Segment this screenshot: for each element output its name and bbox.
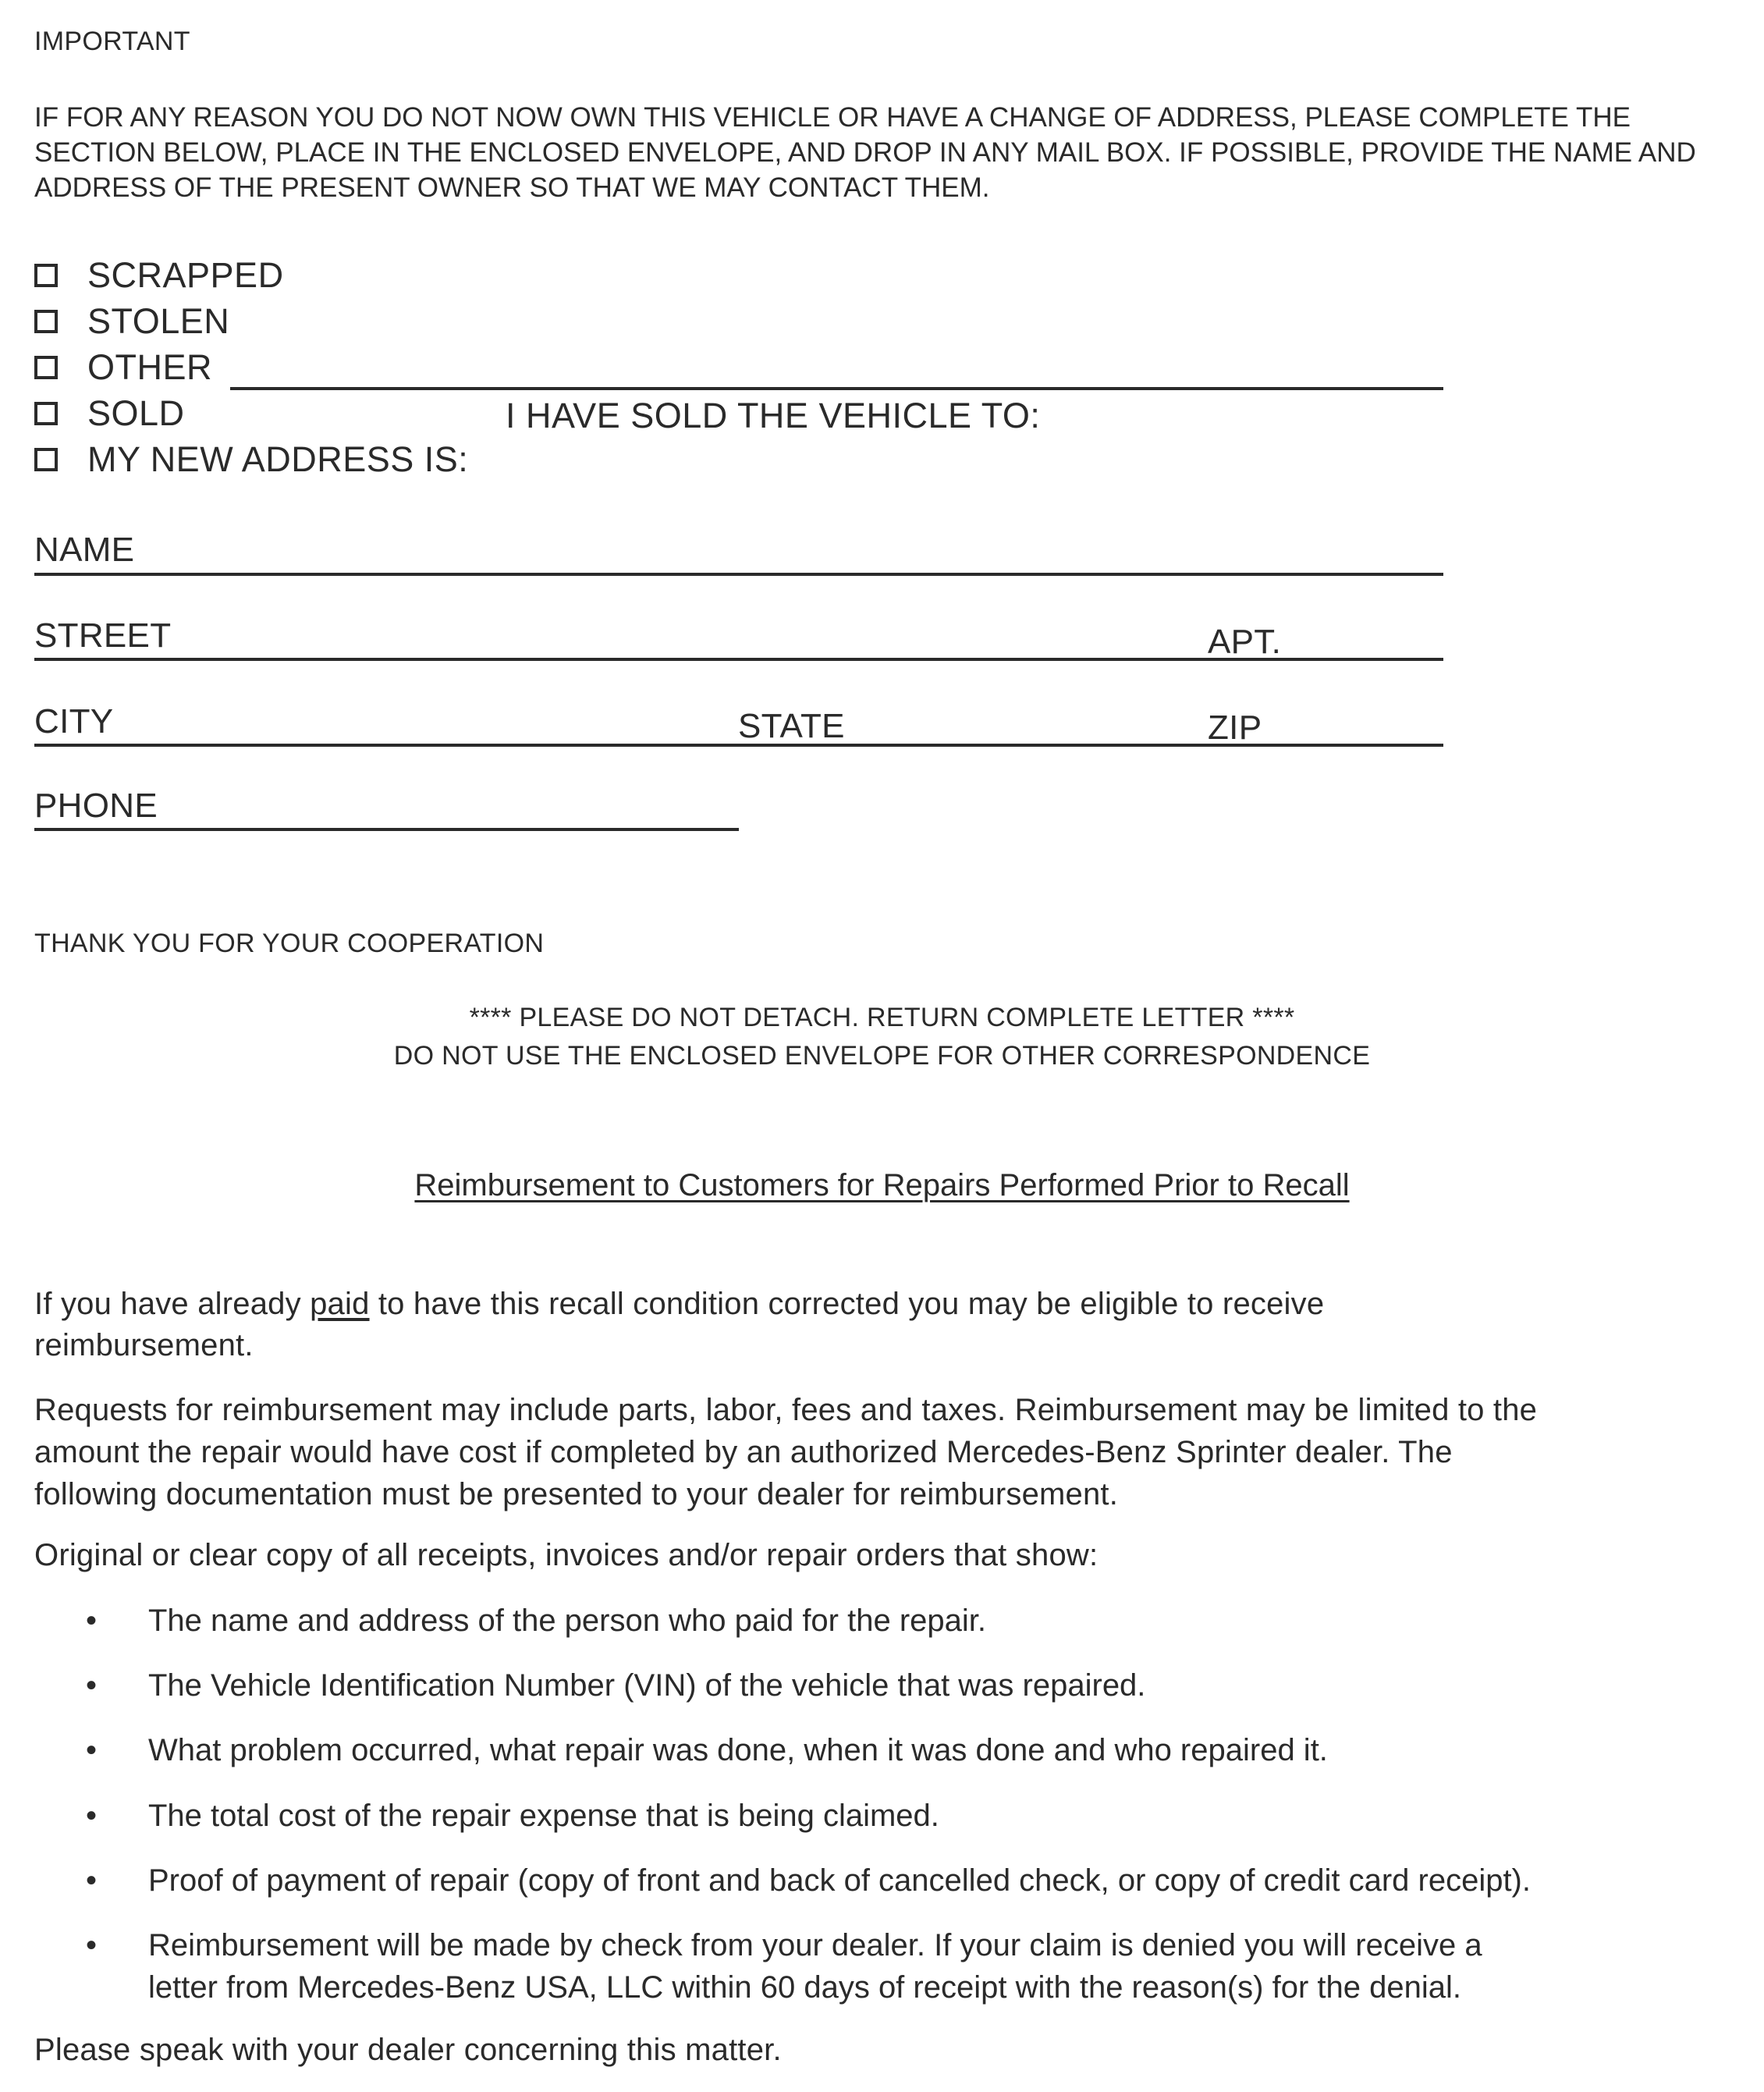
bullet-icon: •	[86, 1668, 98, 1703]
list-item: • The Vehicle Identification Number (VIN) of the vehicle that was repaired.	[86, 1664, 1748, 1707]
zip-label: ZIP	[1208, 709, 1262, 747]
list-item: • What problem occurred, what repair was done, when it was done and who repaired it.	[86, 1729, 1748, 1771]
return-notice-line-2: DO NOT USE THE ENCLOSED ENVELOPE FOR OTHER CORRESPONDENCE	[393, 1041, 1371, 1071]
list-item: • Proof of payment of repair (copy of front and back of cancelled check, or copy of credit card receipt).	[86, 1859, 1748, 1902]
list-item: • The name and address of the person who paid for the repair.	[86, 1600, 1748, 1642]
reimbursement-heading: Reimbursement to Customers for Repairs Performed Prior to Recall	[414, 1168, 1350, 1202]
city-label: CITY	[34, 702, 114, 741]
bullet-icon: •	[86, 1928, 98, 1962]
checkbox-other[interactable]	[34, 356, 58, 379]
sold-to-label: I HAVE SOLD THE VEHICLE TO:	[506, 396, 1041, 435]
phone-field-line[interactable]	[34, 828, 739, 831]
paid-underlined: paid	[310, 1287, 370, 1321]
checkbox-sold[interactable]	[34, 402, 58, 425]
checkbox-scrapped[interactable]	[34, 264, 58, 287]
reimbursement-paragraph-2: Requests for reimbursement may include parts, labor, fees and taxes. Reimbursement may be limited to the amount the repair would have cost if completed by an authorized Mercedes-Benz Sprinter dealer. The following documentation must be presented to your dealer for reimbursement.	[34, 1393, 1538, 1511]
name-field-line[interactable]	[34, 573, 1443, 576]
closing-text: Please speak with your dealer concerning this matter.	[34, 2033, 782, 2067]
option-other[interactable]: OTHER	[34, 346, 212, 389]
list-item: • The total cost of the repair expense that is being claimed.	[86, 1795, 1748, 1837]
bullet-icon: •	[86, 1863, 98, 1898]
state-label: STATE	[738, 707, 845, 745]
option-stolen[interactable]: STOLEN	[34, 300, 229, 343]
list-item: • Reimbursement will be made by check from your dealer. If your claim is denied you will receive a letter from Mercedes-Benz USA, LLC within 60 days of receipt with the reason(s) for the denial.	[86, 1924, 1748, 2009]
checkbox-new-address[interactable]	[34, 448, 58, 471]
apt-label: APT.	[1208, 623, 1282, 661]
bullet-icon: •	[86, 1799, 98, 1833]
thank-you-text: THANK YOU FOR YOUR COOPERATION	[34, 929, 545, 958]
bullet-icon: •	[86, 1604, 98, 1638]
important-heading: IMPORTANT	[34, 27, 190, 56]
return-notice-line-1: **** PLEASE DO NOT DETACH. RETURN COMPLETE LETTER ****	[469, 1003, 1295, 1032]
option-new-address[interactable]: MY NEW ADDRESS IS:	[34, 438, 468, 481]
reimbursement-paragraph-1-line-2: reimbursement.	[34, 1328, 254, 1362]
option-scrapped[interactable]: SCRAPPED	[34, 254, 284, 297]
change-of-address-notice: IF FOR ANY REASON YOU DO NOT NOW OWN THIS VEHICLE OR HAVE A CHANGE OF ADDRESS, PLEASE COMPLETE THE SECTION BELOW, PLACE IN THE ENCLOSED ENVELOPE, AND DROP IN ANY MAIL BOX. IF POSSIBLE, PROVIDE THE NAME AND ADDRESS OF THE PRESENT OWNER SO THAT WE MAY CONTACT THEM.	[34, 102, 1696, 203]
phone-label: PHONE	[34, 787, 158, 825]
street-field-line[interactable]	[34, 658, 1443, 661]
checkbox-stolen[interactable]	[34, 310, 58, 333]
street-label: STREET	[34, 616, 172, 655]
city-state-zip-line[interactable]	[34, 744, 1443, 747]
documentation-intro: Original or clear copy of all receipts, invoices and/or repair orders that show:	[34, 1538, 1099, 1572]
option-sold[interactable]: SOLD	[34, 392, 185, 435]
name-label: NAME	[34, 531, 135, 569]
other-line[interactable]	[230, 387, 1443, 390]
bullet-icon: •	[86, 1733, 98, 1767]
reimbursement-paragraph-1: If you have already paid to have this recall condition corrected you may be eligible to receive	[34, 1287, 1325, 1321]
